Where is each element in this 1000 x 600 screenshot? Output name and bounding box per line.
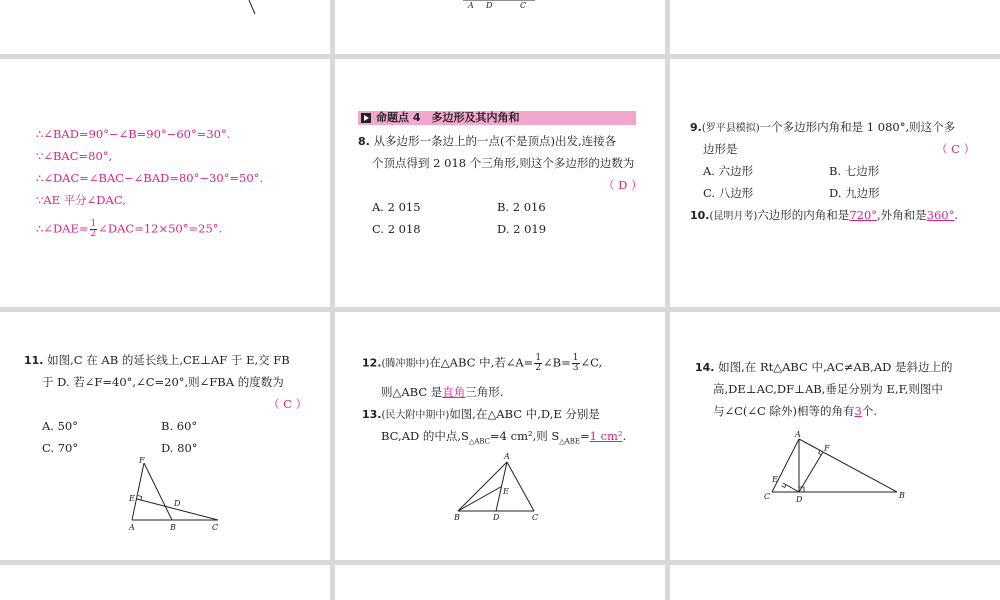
fig-label-e: E [503,487,509,496]
solution-line-5-post: ∠DAC=12×50°=25°. [98,221,223,236]
q11-option-d: D. 80° [161,441,198,455]
q11-number: 11. [24,354,44,367]
q13-answer: 1 cm² [589,429,623,443]
fig-label-f: F [824,444,830,453]
q9-option-a: A. 六边形 [703,164,754,178]
fig-label-b: B [454,513,460,522]
panel-bottom-middle [335,565,665,600]
q14-answer: 3 [854,404,862,418]
play-triangle-icon [361,113,371,123]
q12-fraction-1 [534,354,542,373]
fig-label-a: A [129,523,135,532]
solution-line-2: ∵∠BAC=80°, [36,149,113,163]
q14-figure [762,427,912,507]
figure-fragment-top-left [0,0,330,54]
q12-source: (腾冲期中) [381,358,430,370]
q12-text-mid: ∠B= [543,355,571,370]
q12-answer: 直角 [442,385,466,399]
q13-text-2-post: . [622,429,627,443]
fig-label-d: D [796,495,803,504]
q13-source: (民大附中期中) [381,410,450,421]
q12-line-1 [362,354,602,373]
q14-line-2: 高,DE⊥AC,DF⊥AB,垂足分别为 E,F,则图中 [713,382,943,396]
q9-number: 9. [690,121,702,134]
q10-answer-2: 360° [926,208,955,222]
fraction-denominator: 2 [90,229,97,239]
q8-text-1: 从多边形一条边上的一点(不是顶点)出发,连接各 [373,134,617,148]
panel-q9-q10 [670,59,1000,307]
q13-line-1 [362,406,600,424]
fig-label-e: E [772,475,778,484]
q13-subscript-1: △ABC [468,437,491,446]
q9-option-c: C. 八边形 [703,186,754,200]
q11-option-a: A. 50° [42,419,78,433]
q10-text-mid: ,外角和是 [877,208,927,222]
q10-number: 10. [690,209,710,222]
q13-text-2-pre: BC,AD 的中点,S [381,429,469,443]
q14-number: 14. [695,361,715,374]
solution-line-3: ∴∠DAC=∠BAC−∠BAD=80°−30°=50°. [36,171,264,185]
fig-label-c: C [764,492,771,501]
fig-label-f: F [139,456,145,465]
q11-answer: （ C ） [268,397,308,411]
q8-line-1 [358,133,616,150]
q12-number: 12. [362,356,382,370]
fraction-numerator: 1 [90,219,97,229]
panel-bottom-right [670,565,1000,600]
q11-option-b: B. 60° [161,419,198,433]
q11-option-c: C. 70° [42,441,79,455]
panel-top-left [0,0,330,54]
q10-source: (昆明月考) [709,211,758,222]
solution-line-4: ∵AE 平分∠DAC, [36,193,126,207]
q12-text-2-post: 三角形. [465,385,504,399]
q10-text-post: . [954,208,959,222]
q13-line-2 [381,428,626,449]
fraction-numerator: 1 [572,353,579,363]
fraction-denominator: 3 [572,363,579,373]
q13-number: 13. [362,408,382,421]
q9-line-1 [690,119,955,137]
solution-line-1: ∴∠BAD=90°−∠B=90°−60°=30°. [36,127,231,141]
fig-label-e: E [129,494,135,503]
q10-text-pre: 六边形的内角和是 [757,208,850,222]
q13-subscript-2: △ABE [559,437,580,446]
fraction-half [90,220,98,239]
fig-label-d: D [493,513,500,522]
q14-text-3-post: 个. [861,404,877,418]
q8-option-b: B. 2 016 [497,200,546,214]
solution-line-5 [36,220,222,239]
q8-answer: （ D ） [603,178,643,192]
panel-top-middle [335,0,665,54]
q14-line-1 [695,359,953,376]
q12-fraction-2 [572,354,580,373]
q13-text-1: 如图,在△ABC 中,D,E 分别是 [449,407,600,421]
q11-line-1 [24,352,290,369]
q8-option-d: D. 2 019 [497,222,547,236]
fig-label-c: C [532,513,539,522]
fig-label-d: D [174,499,181,508]
q13-text-2-mid: =4 cm²,则 S [490,429,560,443]
q9-answer: （ C ） [936,142,976,156]
q10-answer-1: 720° [849,208,878,222]
fig-label-a: A [795,430,801,439]
q12-text-2-pre: 则△ABC 是 [381,385,443,399]
fraction-numerator: 1 [535,353,542,363]
q11-text-1: 如图,C 在 AB 的延长线上,CE⊥AF 于 E,交 FB [47,353,290,367]
q9-option-b: B. 七边形 [829,164,880,178]
panel-bottom-left [0,565,330,600]
panel-top-right [670,0,1000,54]
q9-option-d: D. 九边形 [829,186,880,200]
fig-label-a: A [504,452,510,461]
fig-label-b: B [899,491,905,500]
q9-text-1: 一个多边形内角和是 1 080°,则这个多 [759,120,956,134]
q12-text-pre: 在△ABC 中,若∠A= [429,355,534,370]
q8-number: 8. [358,135,370,148]
q14-text-1: 如图,在 Rt△ABC 中,AC≠AB,AD 是斜边上的 [718,360,953,374]
q9-line-2: 边形是 [703,142,738,156]
fig-label-c: C [520,1,527,10]
q11-figure [120,455,240,535]
fig-label-d: D [486,1,493,10]
q8-line-2: 个顶点得到 2 018 个三角形,则这个多边形的边数为 [372,156,635,170]
solution-line-5-pre: ∴∠DAE= [36,221,89,236]
figure-fragment-top-middle [335,0,665,54]
q14-text-3-pre: 与∠C(∠C 除外)相等的角有 [713,404,855,418]
q13-figure [450,448,560,528]
fig-label-c: C [212,523,219,532]
q13-text-2-eq: = [579,429,590,443]
q11-line-2: 于 D. 若∠F=40°,∠C=20°,则∠FBA 的度数为 [42,375,284,389]
section-banner-label: 命题点 4 多边形及其内角和 [376,111,520,124]
q8-option-a: A. 2 015 [372,200,421,214]
fig-label-a: A [468,1,474,10]
q10-line [690,207,958,225]
q8-option-c: C. 2 018 [372,222,421,236]
fig-label-b: B [170,523,176,532]
q14-line-3 [713,403,877,419]
q9-source: (罗平县模拟) [701,123,760,134]
q12-line-2 [381,384,503,400]
q12-text-post: ∠C, [580,355,603,370]
fraction-denominator: 2 [535,363,542,373]
